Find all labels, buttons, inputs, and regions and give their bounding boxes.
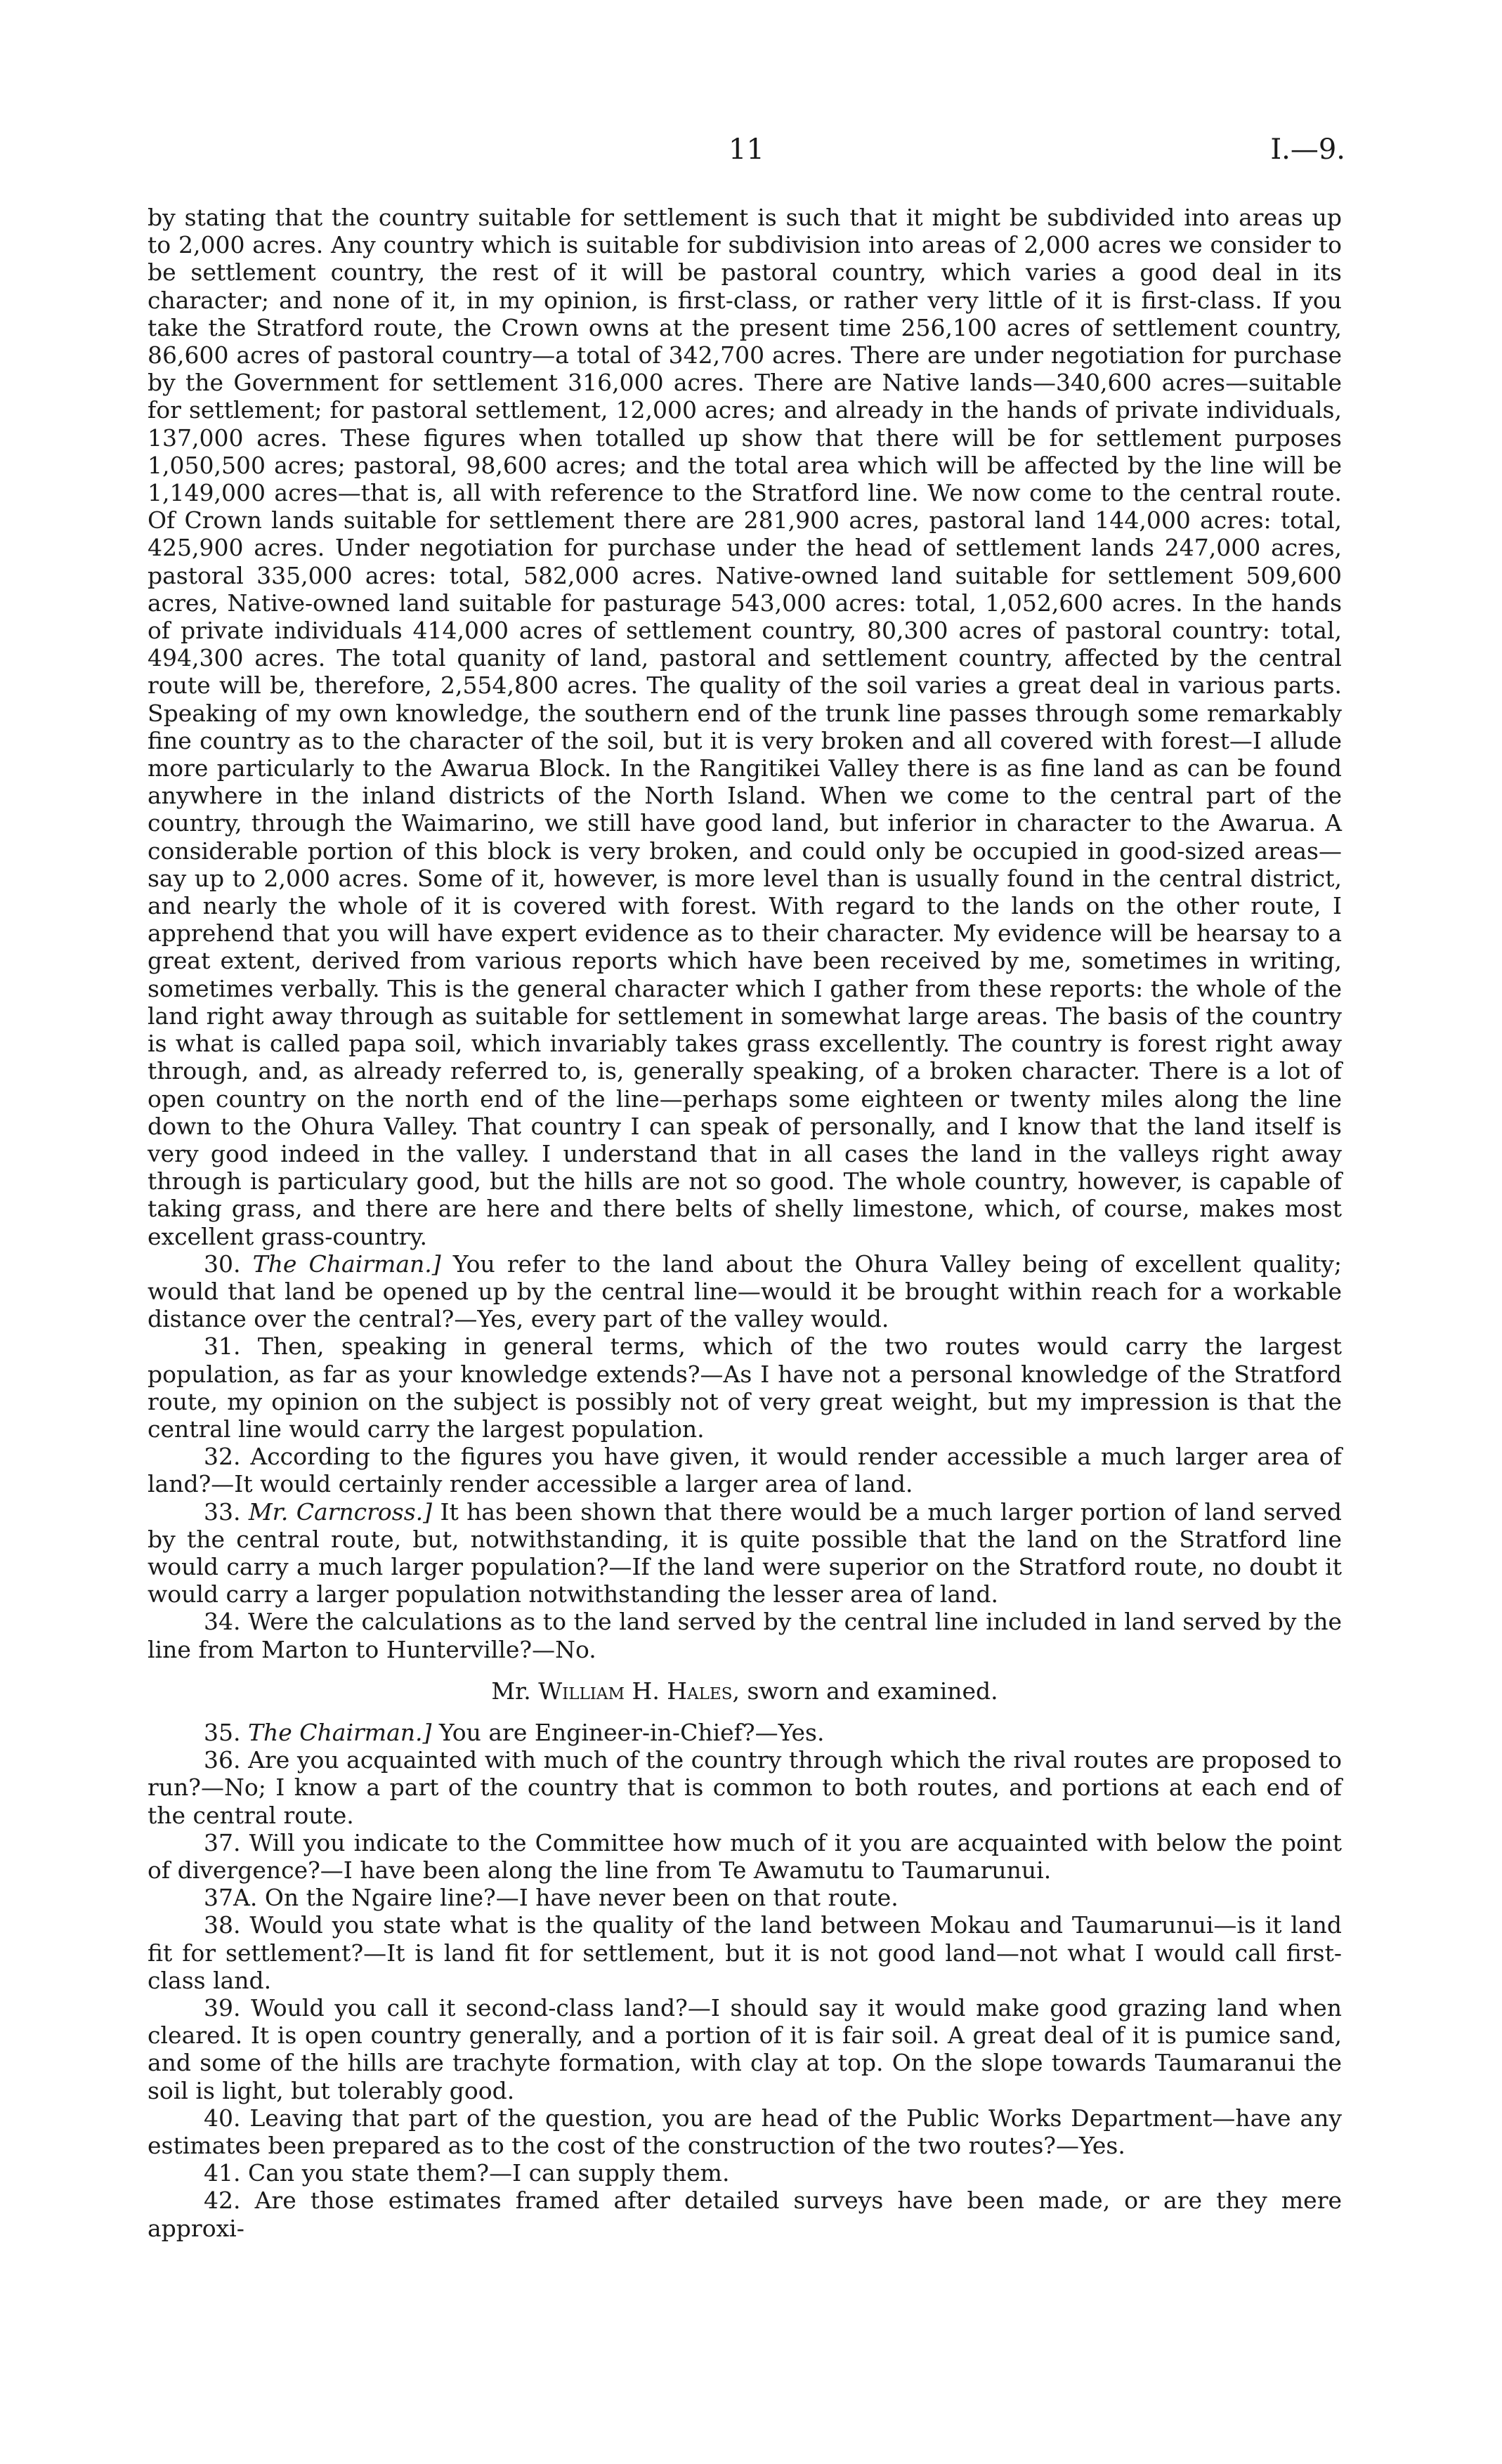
question-36: 36. Are you acquainted with much of the country through which the rival routes are proposed to run?—No; I know a part of the country that is common to both routes, and portions at each end of the central route. (148, 1746, 1342, 1829)
page-number: 11 (729, 133, 764, 166)
evidence-body (148, 204, 1342, 2242)
question-35: 35. The Chairman.] You are Engineer-in-Chief?—Yes. (204, 1718, 825, 1746)
paper-reference: I.—9. (1270, 133, 1345, 166)
question-41: 41. Can you state them?—I can supply them. (204, 2159, 730, 2187)
question-37: 37. Will you indicate to the Committee how much of it you are acquainted with below the point of divergence?—I have been along the line from Te Awamutu to Taumarunui. (148, 1828, 1342, 1884)
question-31: 31. Then, speaking in general terms, which of the two routes would carry the largest population, as far as your knowledge extends?—As I have not a personal knowledge of the Stratford route, my opinion on the subject is possibly not of very great weight, but my impression is that the central line would carry the largest population. (148, 1332, 1342, 1443)
question-39: 39. Would you call it second-class land?—I should say it would make good grazing land when cleared. It is open country generally, and a portion of it is fair soil. A great deal of it is pumice sand, and some of the hills are trachyte formation, with clay at top. On the slope towards Taumaranui the soil is light, but tolerably good. (148, 1994, 1342, 2104)
question-32: 32. According to the figures you have given, it would render accessible a much larger area of land?—It would certainly render accessible a larger area of land. (148, 1443, 1342, 1498)
question-30: 30. The Chairman.] You refer to the land about the Ohura Valley being of excellent quality; would that land be opened up by the central line—would it be brought within reach for a workable distance over the central?—Yes, every part of the valley would. (148, 1250, 1342, 1333)
question-38: 38. Would you state what is the quality of the land between Mokau and Taumarunui—is it land fit for settlement?—It is land fit for settlement, but it is not good land—not what I would call first-class land. (148, 1911, 1342, 1994)
intro-paragraph: by stating that the country suitable for settlement is such that it might be subdivided into areas up to 2,000 acres. Any country which is suitable for subdivision into areas of 2,000 acres we consider to be settlement country, the rest of it will be pastoral country, which varies a good deal in its character; and none of it, in my opinion, is first-class, or rather very little of it is first-class. If you take the Stratford route, the Crown owns at the present time 256,100 acres of settlement country, 86,600 acres of pastoral country—a total of 342,700 acres. There are under negotiation for purchase by the Government for settlement 316,000 acres. There are Native lands—340,600 acres—suitable for settlement; for pastoral settlement, 12,000 acres; and already in the hands of private individuals, 137,000 acres. These figures when totalled up show that there will be for settlement purposes 1,050,500 acres; pastoral, 98,600 acres; and the total area which will be affected by the line will be 1,149,000 acres—that is, all with reference to the Stratford line. We now come to the central route. Of Crown lands suitable for settlement there are 281,900 acres, pastoral land 144,000 acres: total, 425,900 acres. Under negotiation for purchase under the head of settlement lands 247,000 acres, pastoral 335,000 acres: total, 582,000 acres. Native-owned land suitable for settlement 509,600 acres, Native-owned land suitable for pasturage 543,000 acres: total, 1,052,600 acres. In the hands of private individuals 414,000 acres of settlement country, 80,300 acres of pastoral country: total, 494,300 acres. The total quanity of land, pastoral and settlement country, affected by the central route will be, therefore, 2,554,800 acres. The quality of the soil varies a great deal in various parts. Speaking of my own knowledge, the southern end of the trunk line passes through some remarkably fine country as to the character of the soil, but it is very broken and all covered with forest—I allude more particularly to the Awarua Block. In the Rangitikei Valley there is as fine land as can be found anywhere in the inland districts of the North Island. When we come to the central part of the country, through the Waimarino, we still have good land, but inferior in character to the Awarua. A considerable portion of this block is very broken, and could only be occupied in good-sized areas—say up to 2,000 acres. Some of it, however, is more level than is usually found in the central district, and nearly the whole of it is covered with forest. With regard to the lands on the other route, I apprehend that you will have expert evidence as to their character. My evidence will be hearsay to a great extent, derived from various reports which have been received by me, sometimes in writing, sometimes verbally. This is the general character which I gather from these reports: the whole of the land right away through as suitable for settlement in somewhat large areas. The basis of the country is what is called papa soil, which invariably takes grass excellently. The country is forest right away through, and, as already referred to, is, generally speaking, of a broken character. There is a lot of open country on the north end of the line—perhaps some eighteen or twenty miles along the line down to the Ohura Valley. That country I can speak of personally, and I know that the land itself is very good indeed in the valley. I understand that in all cases the land in the valleys right away through is particulary good, but the hills are not so good. The whole country, however, is capable of taking grass, and there are here and there belts of shelly limestone, which, of course, makes most excellent grass-country. (148, 204, 1342, 1250)
question-42: 42. Are those estimates framed after detailed surveys have been made, or are they mere approxi- (148, 2187, 1343, 2242)
page-header (148, 133, 1345, 176)
question-34: 34. Were the calculations as to the land served by the central line included in land served by the line from Marton to Hunterville?—No. (148, 1608, 1342, 1663)
witness-heading: Mr. William H. Hales, sworn and examined. (491, 1677, 998, 1705)
question-33: 33. Mr. Carncross.] It has been shown that there would be a much larger portion of land served by the central route, but, notwithstanding, it is quite possible that the land on the Stratford line would carry a much larger population?—If the land were superior on the Stratford route, no doubt it would carry a larger population notwithstanding the lesser area of land. (148, 1498, 1342, 1608)
question-37a: 37A. On the Ngaire line?—I have never been on that route. (204, 1884, 899, 1912)
question-40: 40. Leaving that part of the question, you are head of the Public Works Department—have any estimates been prepared as to the cost of the construction of the two routes?—Yes. (148, 2104, 1342, 2160)
